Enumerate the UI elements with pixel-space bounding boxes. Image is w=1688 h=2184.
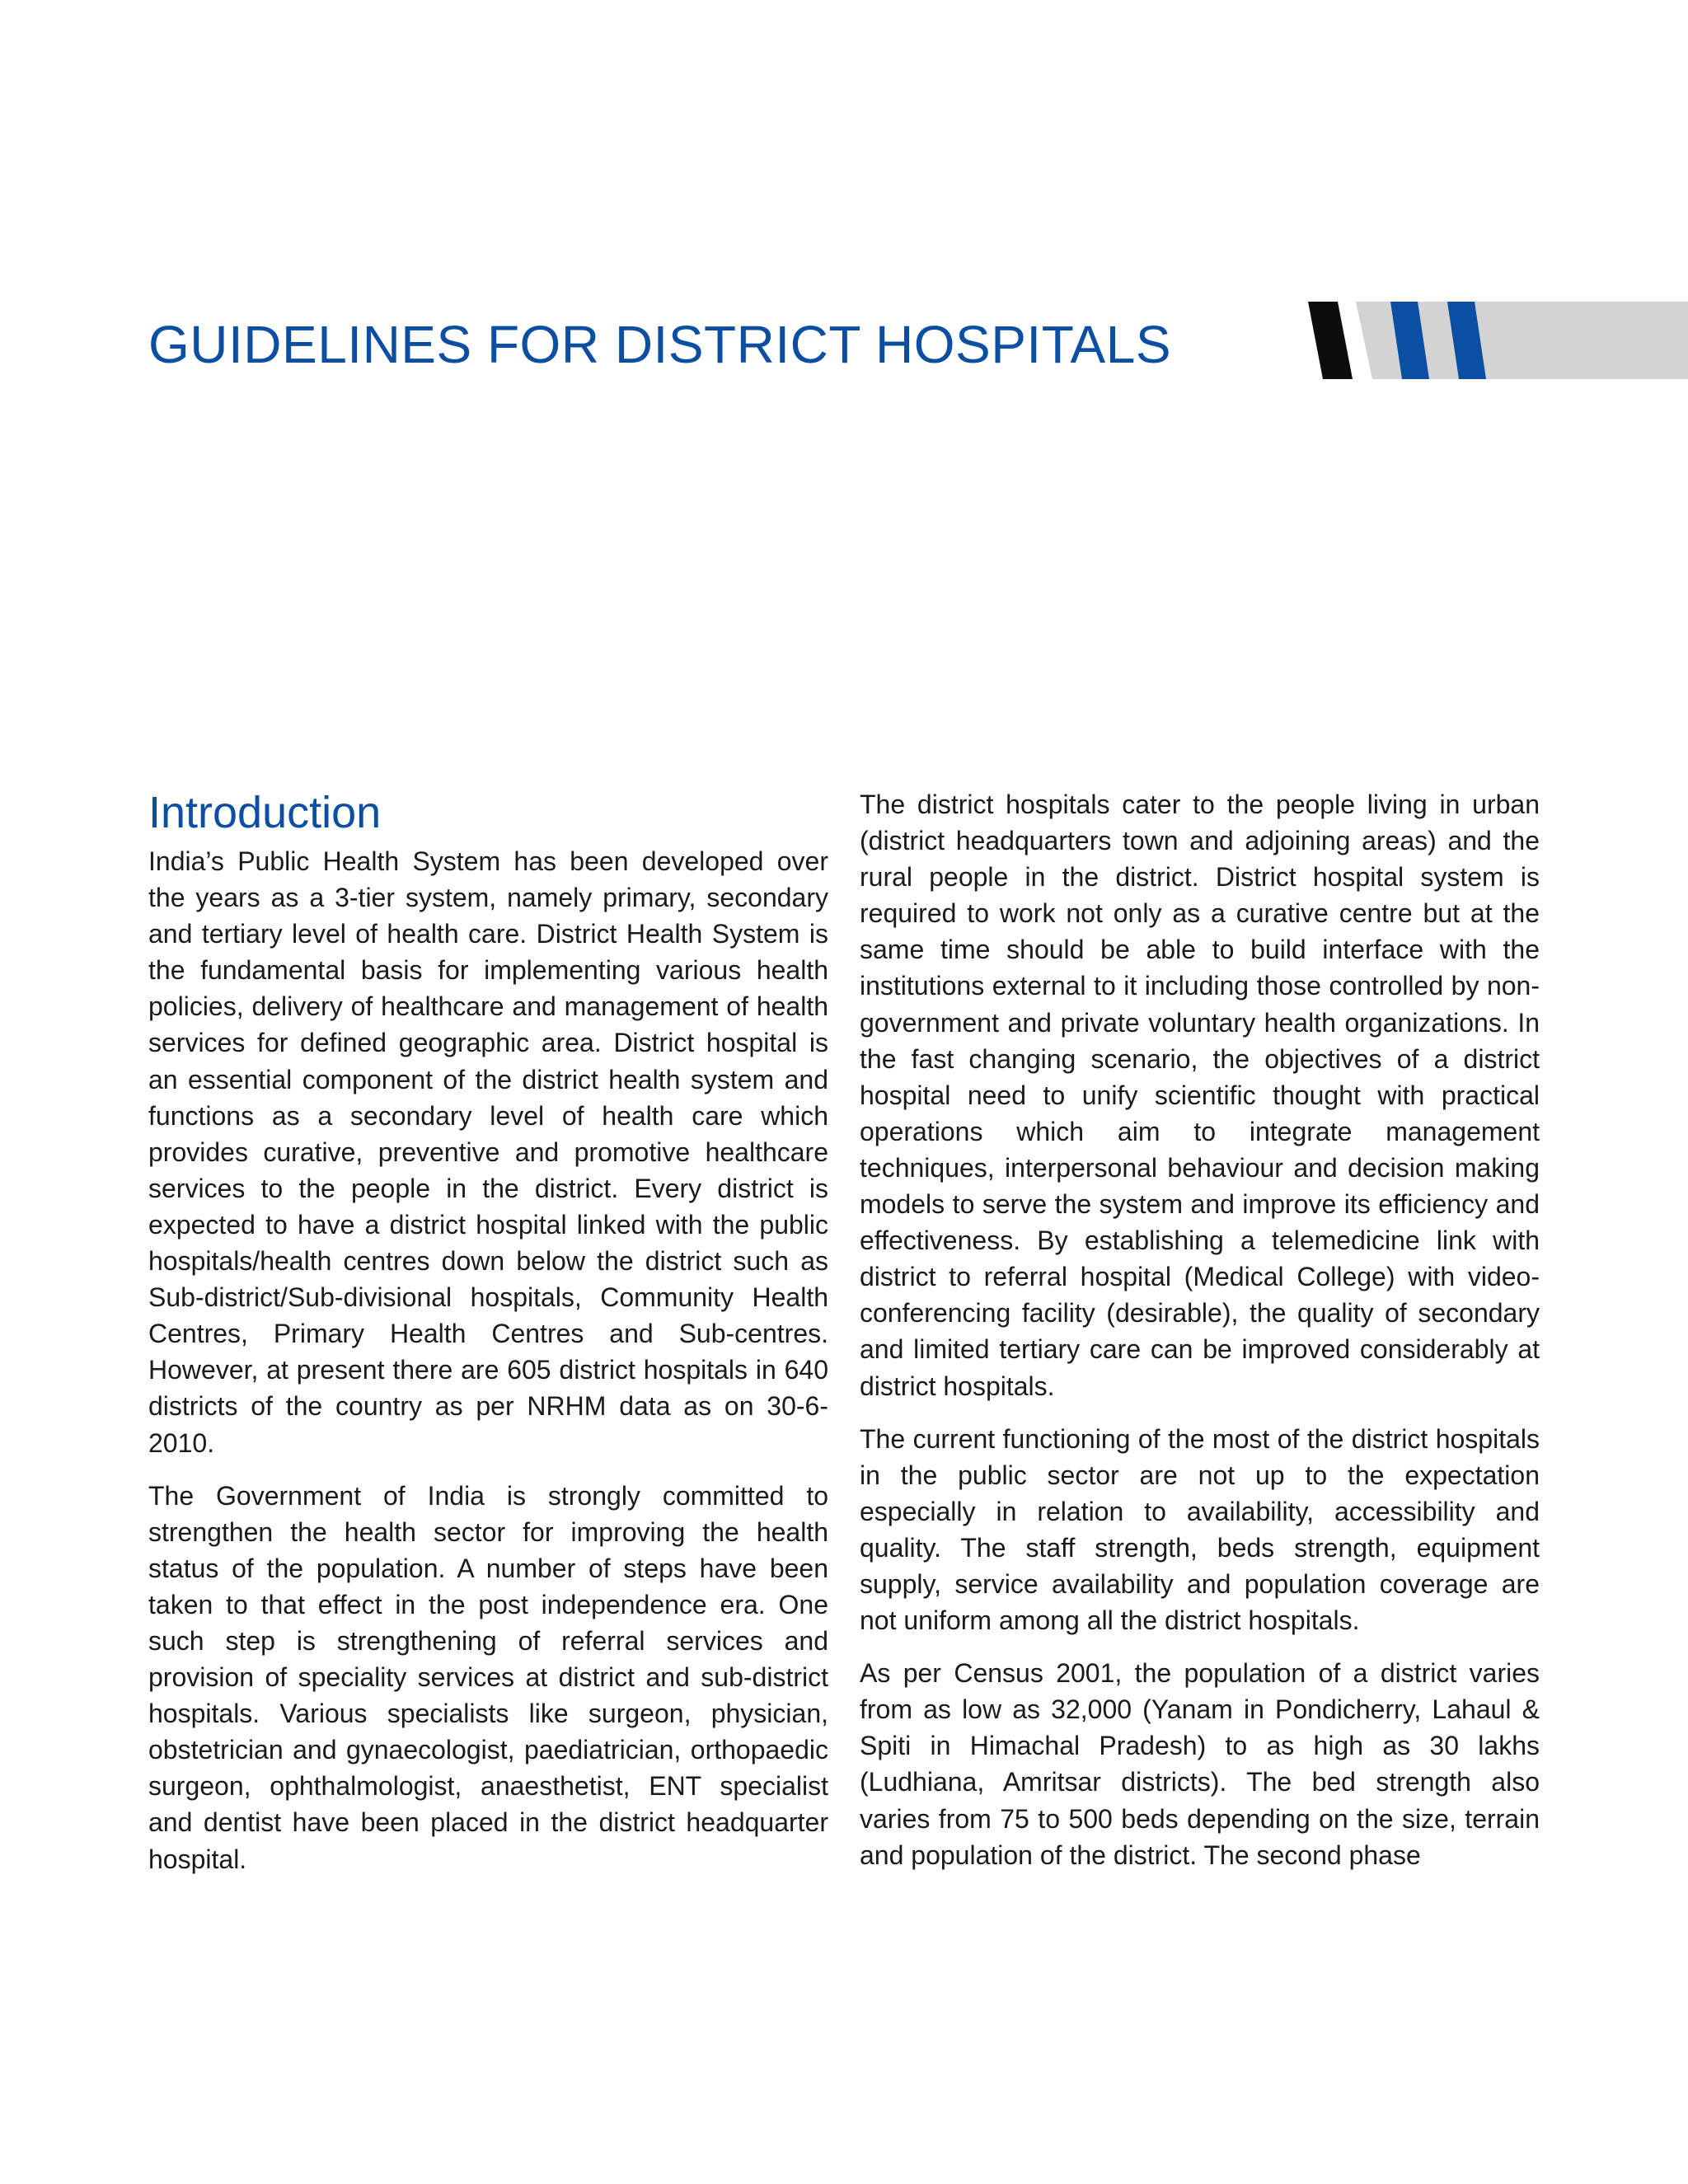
section-heading-introduction: Introduction: [148, 788, 382, 837]
document-title: GUIDELINES FOR DISTRICT HOSPITALS: [148, 315, 1171, 374]
paragraph: The district hospitals cater to the people living in urban (district headquarters town and adjoining areas) and the rural people in the district. District hospital system is required to work not only as a curative centre but at the same time should be able to build interface with the institutions external to it including those controlled by non-government and private voluntary health organizations. In the fast changing scenario, the objectives of a district hospital need to unify scientific thought with practical operations which aim to integrate management techniques, interpersonal behaviour and decision making models to serve the system and improve its efficiency and effectiveness. By establishing a telemedicine link with district to referral hospital (Medical College) with video-conferencing facility (desirable), the quality of secondary and limited tertiary care can be improved considerably at district hospitals.: [860, 790, 1540, 1401]
paragraph: The current functioning of the most of the district hospitals in the public sector are not up to the expectation especially in relation to availability, accessibility and quality. The staff strength, beds strength, equipment supply, service availability and population coverage are not uniform among all the district hospitals.: [860, 1423, 1540, 1636]
deco-black-stripe: [1308, 302, 1353, 379]
paragraph: The Government of India is strongly committed to strengthen the health sector for improving the health status of the population. A number of steps have been taken to that effect in the post independence era. One such step is strengthening of referral services and provision of speciality services at district and sub-district hospitals. Various specialists like surgeon, physician, obstetrician and gynaecologist, paediatrician, orthopaedic surgeon, ophthalmologist, anaesthetist, ENT specialist and dentist have been placed in the district headquarter hospital.: [148, 1480, 828, 1874]
paragraph: As per Census 2001, the population of a district varies from as low as 32,000 (Yanam in Pondicherry, Lahaul & Spiti in Himachal Pradesh) to as high as 30 lakhs (Ludhiana, Amritsar districts). The bed strength also varies from 75 to 500 beds depending on the size, terrain and population of the district. The second phase: [860, 1658, 1540, 1870]
paragraph: India’s Public Health System has been developed over the years as a 3-tier system, namely primary, secondary and tertiary level of health care. District Health System is the fundamental basis for implementing various health policies, delivery of healthcare and management of health services for defined geographic area. District hospital is an essential component of the district health system and functions as a secondary level of health care which provides curative, preventive and promotive healthcare services to the people in the district. Every district is expected to have a district hospital linked with the public hospitals/health centres down below the district such as Sub-district/Sub-divisional hospitals, Community Health Centres, Primary Health Centres and Sub-centres. However, at present there are 605 district hospitals in 640 districts of the country as per NRHM data as on 30-6-2010.: [148, 846, 828, 1458]
left-column: [148, 787, 828, 1894]
right-column: [860, 786, 1540, 1890]
title-stripe-decoration: [1298, 302, 1688, 379]
